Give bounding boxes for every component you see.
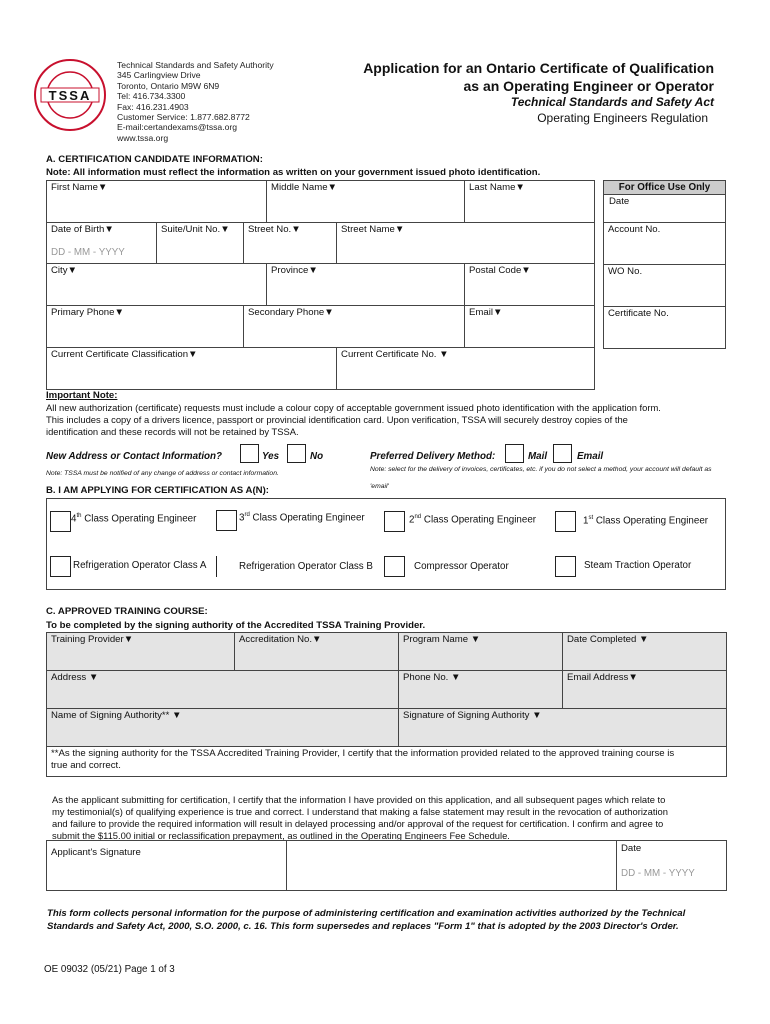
middle-name-field[interactable]	[267, 181, 465, 223]
org-name: Technical Standards and Safety Authority	[117, 60, 274, 70]
new-address-question: New Address or Contact Information?	[46, 451, 222, 462]
regulation-name: Operating Engineers Regulation	[537, 111, 708, 125]
act-name: Technical Standards and Safety Act	[510, 95, 714, 109]
tssa-logo	[33, 58, 107, 132]
org-address	[117, 60, 274, 143]
no-checkbox[interactable]	[287, 444, 306, 463]
declaration-line-3: and failure to provide the required information will result in delayed processing and/or approval of the request for certification. I confirm and agree to	[52, 818, 664, 829]
suite-label: Suite/Unit No.▼	[161, 224, 230, 235]
training-provider-label: Training Provider▼	[51, 634, 134, 645]
yes-checkbox[interactable]	[240, 444, 259, 463]
cert-classification-field[interactable]	[47, 348, 337, 390]
form-title-line1: Application for an Ontario Certificate of Qualification	[363, 60, 714, 76]
training-address-label: Address ▼	[51, 672, 99, 683]
no-label: No	[310, 451, 324, 462]
office-wo-field	[604, 265, 726, 307]
refrig-a-label: Refrigeration Operator Class A	[73, 560, 207, 571]
province-field[interactable]	[267, 264, 465, 306]
refrig-b-label: Refrigeration Operator Class B	[239, 561, 373, 572]
compressor-label: Compressor Operator	[414, 561, 509, 572]
applicant-date-hint: DD - MM - YYYY	[621, 868, 695, 879]
section-b-heading: B. I AM APPLYING FOR CERTIFICATION AS A(N):	[46, 485, 269, 496]
secondary-phone-field[interactable]	[244, 306, 465, 348]
first-name-label: First Name▼	[51, 182, 108, 193]
steam-traction-label: Steam Traction Operator	[584, 560, 692, 571]
class2-checkbox[interactable]	[384, 511, 405, 532]
compressor-checkbox[interactable]	[384, 556, 405, 577]
program-name-field[interactable]	[399, 633, 563, 671]
privacy-line-1: This form collects personal information for the purpose of administering certification and examination activities authorized by the Technical	[47, 908, 686, 919]
mail-checkbox[interactable]	[505, 444, 524, 463]
primary-phone-label: Primary Phone▼	[51, 307, 124, 318]
email-label: Email▼	[469, 307, 503, 318]
important-line-3: identification and these records will not be retained by TSSA.	[46, 426, 299, 437]
org-fax: Fax: 416.231.4903	[117, 101, 189, 112]
last-name-label: Last Name▼	[469, 182, 525, 193]
office-use-table	[603, 180, 726, 349]
class3-label: 3rd Class Operating Engineer	[239, 512, 365, 524]
privacy-statement	[47, 907, 737, 933]
yes-label: Yes	[262, 451, 280, 462]
steam-traction-checkbox[interactable]	[555, 556, 576, 577]
date-completed-field[interactable]	[563, 633, 727, 671]
accreditation-label: Accreditation No.▼	[239, 634, 322, 645]
important-note-text	[46, 402, 736, 438]
office-wo-label: WO No.	[608, 266, 643, 277]
mail-label: Mail	[528, 451, 548, 462]
declaration-line-4: submit the $115.00 initial or reclassification prepayment, as outlined in the Operating Engineers Fee Schedule.	[52, 830, 510, 841]
street-no-field[interactable]	[244, 223, 337, 264]
city-field[interactable]	[47, 264, 267, 306]
delivery-note-line1: Note: select for the delivery of invoices, certificates, etc. if you do not select a method, your account will default as	[370, 466, 712, 473]
postal-code-field[interactable]	[465, 264, 595, 306]
cert-number-label: Current Certificate No. ▼	[341, 349, 449, 360]
program-name-label: Program Name ▼	[403, 634, 481, 645]
training-email-label: Email Address▼	[567, 672, 638, 683]
delivery-method-question: Preferred Delivery Method:	[370, 451, 496, 462]
important-note-heading: Important Note:	[46, 390, 118, 401]
suite-field[interactable]	[157, 223, 244, 264]
org-tel: Tel: 416.734.3300	[117, 91, 186, 102]
signing-authority-name-label: Name of Signing Authority** ▼	[51, 710, 182, 721]
declaration-line-1: As the applicant submitting for certification, I certify that the information I have provided on this application, and all subsequent pages which relate to	[52, 794, 666, 805]
primary-phone-field[interactable]	[47, 306, 244, 348]
training-email-field[interactable]	[563, 671, 727, 709]
street-no-label: Street No.▼	[248, 224, 301, 235]
refrig-a-checkbox[interactable]	[50, 556, 71, 577]
form-title-line2: as an Operating Engineer or Operator	[463, 78, 714, 94]
office-use-heading: For Office Use Only	[604, 181, 725, 195]
office-account-field	[604, 223, 726, 265]
email-field[interactable]	[465, 306, 595, 348]
org-street: 345 Carlingview Drive	[117, 70, 201, 81]
org-website: www.tssa.org	[117, 132, 169, 143]
cert-classification-label: Current Certificate Classification▼	[51, 349, 198, 360]
applicant-signature-label-cell	[47, 841, 287, 891]
logo-text: TSSA	[48, 88, 92, 103]
training-phone-label: Phone No. ▼	[403, 672, 461, 683]
email-option-label: Email	[577, 451, 604, 462]
delivery-note-line2: 'email'	[370, 483, 389, 490]
dob-field[interactable]	[47, 223, 157, 264]
office-date-label: Date	[609, 196, 630, 207]
dob-label: Date of Birth▼	[51, 224, 114, 235]
applicant-signature-table	[46, 840, 727, 891]
cert-number-field[interactable]	[337, 348, 595, 390]
privacy-line-2: Standards and Safety Act, 2000, S.O. 2000, c. 16. This form supersedes and replaces "Form 1" that is adopted by the 2003 Director's Order.	[47, 921, 679, 932]
training-phone-field[interactable]	[399, 671, 563, 709]
address-change-note: Note: TSSA must be notified of any change of address or contact information.	[46, 470, 279, 477]
class2-label: 2nd Class Operating Engineer	[409, 514, 537, 526]
accreditation-field[interactable]	[235, 633, 399, 671]
org-city: Toronto, Ontario M9W 6N9	[117, 80, 220, 91]
declaration-line-2: my testimonial(s) of qualifying experience is true and correct. I understand that making a false statement may result in the revocation of authorization	[52, 806, 668, 817]
class4-label: 4th Class Operating Engineer	[71, 513, 197, 525]
date-completed-label: Date Completed ▼	[567, 634, 649, 645]
applicant-signature-field[interactable]	[287, 841, 617, 891]
office-account-label: Account No.	[608, 224, 661, 235]
city-label: City▼	[51, 265, 78, 276]
section-a-note: Note: All information must reflect the information as written on your government issued photo identification.	[46, 167, 541, 178]
applicant-date-label: Date	[621, 843, 642, 854]
section-c-heading: C. APPROVED TRAINING COURSE:	[46, 606, 208, 617]
signing-authority-signature-label: Signature of Signing Authority ▼	[403, 710, 542, 721]
training-address-field[interactable]	[47, 671, 399, 709]
important-line-2: This includes a copy of a drivers licence, passport or provincial identification card. Upon verification, TSSA will securely destroy copies of the	[46, 414, 628, 425]
postal-code-label: Postal Code▼	[469, 265, 531, 276]
applicant-signature-label: Applicant's Signature	[51, 847, 141, 858]
certification-options-box	[46, 498, 726, 590]
form-footer: OE 09032 (05/21) Page 1 of 3	[44, 964, 175, 975]
training-course-table	[46, 632, 727, 777]
signing-authority-signature-field[interactable]	[399, 709, 727, 747]
email-checkbox[interactable]	[553, 444, 572, 463]
office-certificate-label: Certificate No.	[608, 308, 669, 319]
street-name-field[interactable]	[337, 223, 595, 264]
class1-label: 1st Class Operating Engineer	[583, 515, 709, 527]
applicant-date-field[interactable]	[617, 841, 727, 891]
section-c-note: To be completed by the signing authority of the Accredited TSSA Training Provider.	[46, 620, 426, 631]
declaration-text	[52, 794, 732, 842]
signing-authority-certification: **As the signing authority for the TSSA Accredited Training Provider, I certify that the information provided related to the approved training course is true and correct.	[47, 747, 727, 777]
office-certificate-field	[604, 307, 726, 349]
last-name-field[interactable]	[465, 181, 595, 223]
dob-hint: DD - MM - YYYY	[51, 247, 125, 258]
org-customer-service: Customer Service: 1.877.682.8772	[117, 112, 250, 123]
training-provider-field[interactable]	[47, 633, 235, 671]
class4-checkbox[interactable]	[50, 511, 71, 532]
street-name-label: Street Name▼	[341, 224, 405, 235]
secondary-phone-label: Secondary Phone▼	[248, 307, 334, 318]
org-email: E-mail:certandexams@tssa.org	[117, 122, 238, 133]
class1-checkbox[interactable]	[555, 511, 576, 532]
candidate-info-table	[46, 180, 595, 390]
refrig-b-checkbox[interactable]	[216, 556, 239, 577]
class3-checkbox[interactable]	[216, 510, 237, 531]
middle-name-label: Middle Name▼	[271, 182, 338, 193]
important-line-1: All new authorization (certificate) requests must include a colour copy of acceptable government issued photo identification with the application form.	[46, 402, 661, 413]
section-a-heading: A. CERTIFICATION CANDIDATE INFORMATION:	[46, 154, 263, 165]
signing-authority-name-field[interactable]	[47, 709, 399, 747]
first-name-field[interactable]	[47, 181, 267, 223]
province-label: Province▼	[271, 265, 318, 276]
